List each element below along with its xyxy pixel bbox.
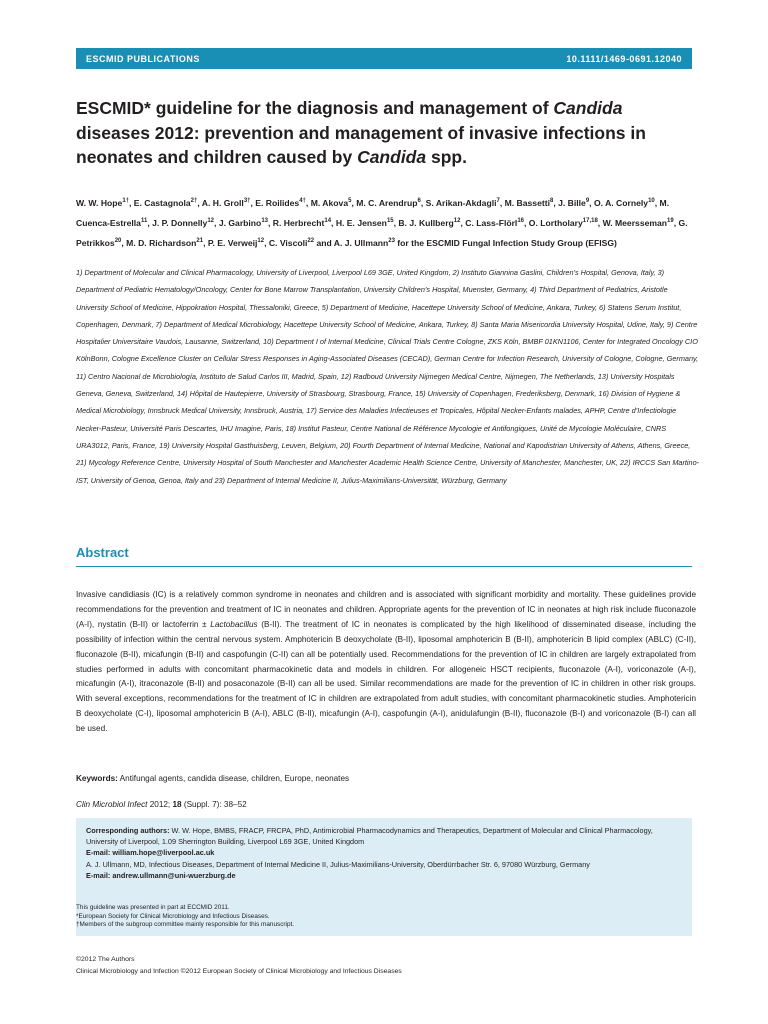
author-affiliation-mark: 5 xyxy=(348,198,352,204)
author-name: C. Viscoli xyxy=(268,238,308,249)
journal-header-bar xyxy=(76,48,692,69)
author-separator: , xyxy=(393,218,399,229)
keywords-text: Antifungal agents, candida disease, children, Europe, neonates xyxy=(117,774,350,783)
author-list xyxy=(76,192,700,252)
author-separator: , xyxy=(129,197,134,208)
corresponding-email-2 xyxy=(86,870,682,881)
author-affiliation-mark: 20 xyxy=(114,238,122,245)
corresponding-author-1 xyxy=(86,825,682,847)
keywords-label: Keywords: xyxy=(76,774,118,783)
footnotes xyxy=(76,904,676,930)
author-affiliation-mark: 16 xyxy=(517,218,525,225)
author-affiliation-mark: 12 xyxy=(257,238,265,245)
author-separator: , xyxy=(673,218,679,229)
author-name: J. P. Donnelly xyxy=(152,218,208,229)
author-name: R. Herbrecht xyxy=(272,218,325,229)
author-separator: , xyxy=(264,238,269,249)
abstract-text xyxy=(76,588,696,737)
author-name: M. C. Arendrup xyxy=(356,197,418,208)
author-name: W. W. Hope xyxy=(76,197,123,208)
author-affiliation-mark: 19 xyxy=(667,218,674,225)
author-affiliation-mark: 21 xyxy=(196,238,204,245)
author-separator: , xyxy=(250,197,256,208)
author-name: O. Lortholary xyxy=(528,218,583,229)
author-affiliation-mark: 11 xyxy=(140,218,148,225)
corresponding-author-1-text: W. W. Hope, BMBS, FRACP, FRCPA, PhD, Antimicrobial Pharmacodynamics and Therapeutics, Department of Molecular and Clinical Pharmacology, University of Liverpool, 1.09 Sherrington Building, Liverpool L69 3GE, United Kingdom xyxy=(86,826,653,847)
abstract-heading: Abstract xyxy=(76,545,129,560)
author-affiliation-mark: 15 xyxy=(386,218,394,225)
author-separator: , xyxy=(268,218,273,229)
doi-label: 10.1111/1469-0691.12040 xyxy=(566,53,682,64)
title-part-1: ESCMID* guideline for the diagnosis and management of xyxy=(76,98,554,118)
author-separator: , xyxy=(305,197,311,208)
author-affiliation-mark: 12 xyxy=(453,218,461,225)
footnote-1: This guideline was presented in part at ECCMID 2011. xyxy=(76,904,230,911)
author-separator: , xyxy=(331,218,336,229)
author-separator: , xyxy=(589,197,594,208)
author-affiliation-mark: 13 xyxy=(261,218,268,225)
citation-pages: (Suppl. 7): 38–52 xyxy=(181,800,247,809)
author-name: J. Bille xyxy=(558,197,586,208)
author-separator: , xyxy=(121,238,127,249)
affiliations: 1) Department of Molecular and Clinical Pharmacology, University of Liverpool, Liverpool L69 3GE, United Kingdom, 2) Instituto Giannina Gaslini, Children’s Hospital, Genova, Italy, 3) Department of Pediatric Hematology/Oncology, Center for Bone Marrow Transplantation, University Children’s Hospital, Muenster, Germany, 4) Third Department of Pediatrics, Aristotle University School of Medicine, Hippokration Hospital, Thessaloniki, Greece, 5) Department of Medicine, Hacettepe University School of Medicine, Ankara, Turkey, 6) Statens Serum Institut, Copenhagen, Denmark, 7) Department of Medical Microbiology, Hacettepe University School of Medicine, Ankara, Turkey, 8) Santa Maria Misericordia University Hospital, Udine, Italy, 9) Centre Hospitalier Universitaire Vaudois, Lausanne, Switzerland, 10) Department I of Internal Medicine, Clinical Trials Centre Cologne, ZKS Köln, BMBF 01KN1106, Center for Integrated Oncology CIO KölnBonn, Cologne Excellence Cluster on Cellular Stress Responses in Aging-Associated Diseases (CECAD), German Centre for Infection Research, University of Cologne, Cologne, Germany, 11) Centro Nacional de Microbiología, Instituto de Salud Carlos III, Madrid, Spain, 12) Radboud University Nijmegen Medical Centre, Nijmegen, The Netherlands, 13) University Hospitals Geneva, Geneva, Switzerland, 14) Hôpital de Hautepierre, University of Strasbourg, Strasbourg, France, 15) University of Copenhagen, Frederiksberg, Denmark, 16) Division of Hygiene & Medical Microbiology, Innsbruck Medical University, Innsbruck, Austria, 17) Service des Maladies Infectieuses et Tropicales, Hôpital Necker-Enfants malades, APHP, Centre d’Infectiologie Necker-Pasteur, Université Paris Descartes, IHU Imagine, Paris, 18) Institut Pasteur, Centre National de Référence Mycologie et Antifongiques, Unité de Mycologie Moléculaire, CNRS URA3012, Paris, France, 19) University Hospital Gasthuisberg, Leuven, Belgium, 20) Fourth Department of Internal Medicine, National and Kapodistrian University of Athens, Athens, Greece, 21) Mycology Reference Centre, University Hospital of South Manchester and Manchester Academic Health Science Centre, University of Manchester, Manchester, UK, 22) IRCCS San Martino-IST, University of Genoa, Genoa, Italy and 23) Department of Internal Medicine II, Julius-Maximilians-Universität, Würzburg, Germany xyxy=(76,268,700,485)
author-name: A. H. Groll xyxy=(201,197,244,208)
author-name: E. Castagnola xyxy=(133,197,191,208)
author-separator: , xyxy=(147,218,153,229)
author-separator: and xyxy=(314,238,334,249)
author-name: M. D. Richardson xyxy=(126,238,197,249)
section-label: ESCMID PUBLICATIONS xyxy=(86,53,200,64)
page-footer xyxy=(76,954,692,978)
author-separator: , xyxy=(214,218,219,229)
author-name: B. J. Kullberg xyxy=(398,218,454,229)
author-name: C. Lass-Flörl xyxy=(465,218,518,229)
author-name: H. E. Jensen xyxy=(335,218,387,229)
author-affiliation-mark: 12 xyxy=(207,218,215,225)
author-affiliation-mark: 8 xyxy=(549,198,554,204)
citation-year: 2012; xyxy=(147,800,173,809)
author-affiliation-mark: 14 xyxy=(324,218,332,225)
author-affiliation-mark: 1† xyxy=(122,198,129,204)
author-separator: , xyxy=(460,218,466,229)
citation-journal: Clin Microbiol Infect xyxy=(76,800,148,809)
author-affiliation-mark: 9 xyxy=(585,198,590,204)
corresponding-label: Corresponding authors: xyxy=(86,826,170,835)
author-separator: for the ESCMID Fungal Infection Study Group (EFISG) xyxy=(394,238,617,249)
author-separator: , xyxy=(654,197,660,208)
author-name: O. A. Cornely xyxy=(593,197,649,208)
author-separator: , xyxy=(197,197,202,208)
citation xyxy=(76,798,692,811)
author-name: M. Bassetti xyxy=(504,197,550,208)
author-name: M. Akova xyxy=(310,197,349,208)
author-separator: , xyxy=(499,197,505,208)
abstract-text-2: (B-II). The treatment of IC in neonates is complicated by the high likelihood of disseminated disease, including the possibility of infection within the central nervous system. Amphotericin B deoxycholate (B-II), liposomal amphotericin B (B-II), amphotericin B lipid complex (ABLC) (C-II), fluconazole (B-II), micafungin (B-II) and caspofungin (C-II) can all be potentially used. Recommendations for the prevention of IC in children are largely extrapolated from studies performed in adults with concomitant pharmacokinetic data and models in children. For allogeneic HSCT recipients, fluconazole (A-I), voriconazole (A-I), micafungin (A-I), itraconazole (B-II) and posaconazole (B-II) can all be used. Similar recommendations are made for the prevention of IC in children in other risk groups. With several exceptions, recommendations for the treatment of IC in children are extrapolated from adult studies, with concomitant pharmacokinetic studies. Amphotericin B deoxycholate (C-I), liposomal amphotericin B (A-I), ABLC (B-II), micafungin (A-I), caspofungin (A-I), anidulafungin (B-II), fluconazole (B-I) and voriconazole (B-I) can all be used. xyxy=(76,619,697,734)
keywords xyxy=(76,772,692,785)
author-separator: , xyxy=(524,218,529,229)
author-separator: , xyxy=(420,197,426,208)
email-2-text: E-mail: andrew.ullmann@uni-wuerzburg.de xyxy=(86,870,236,880)
title-part-2: diseases 2012: prevention and management of invasive infections in neonates and children caused by xyxy=(76,122,646,167)
abstract-text-1: Invasive candidiasis (IC) is a relatively common syndrome in neonates and children and is associated with significant morbidity and mortality. These guidelines provide recommendations for the prevention and treatment of IC in neonates and children. Appropriate agents for the prevention of IC in neonates at high risk include fluconazole (A-I), nystatin (B-II) or lactoferrin ± xyxy=(76,590,696,629)
author-separator: , xyxy=(597,218,603,229)
author-affiliation-mark: 6 xyxy=(417,198,421,204)
title-italic-1: Candida xyxy=(553,98,623,118)
author-affiliation-mark: 4† xyxy=(299,198,306,204)
author-affiliation-mark: 3† xyxy=(243,198,251,204)
author-name: G. Petrikkos xyxy=(76,218,688,249)
author-separator: , xyxy=(553,197,559,208)
author-affiliation-mark: 22 xyxy=(307,238,315,245)
title-part-3: spp. xyxy=(426,147,467,167)
author-name: J. Garbino xyxy=(218,218,262,229)
footnote-3: †Members of the subgroup committee mainly responsible for this manuscript. xyxy=(76,921,295,929)
title-italic-2: Candida xyxy=(357,147,427,167)
abstract-italic: Lactobacillus xyxy=(210,619,258,629)
abstract-divider xyxy=(76,566,692,567)
footer-copyright: ©2012 The Authors xyxy=(76,956,135,963)
corresponding-author-2: A. J. Ullmann, MD, Infectious Diseases, Department of Internal Medicine II, Julius-Maximilians-University, Oberdürrbacher Str. 6, 97080 Würzburg, Germany xyxy=(86,859,590,869)
author-name: W. Meersseman xyxy=(602,218,668,229)
email-1-text: E-mail: william.hope@liverpool.ac.uk xyxy=(86,848,215,858)
citation-volume: 18 xyxy=(172,800,182,809)
author-affiliation-mark: 17,18 xyxy=(582,218,598,225)
author-name: S. Arikan-Akdagli xyxy=(425,197,497,208)
author-name: A. J. Ullmann xyxy=(333,238,389,249)
article-title xyxy=(76,96,696,170)
footnote-2: *European Society for Clinical Microbiology and Infectious Diseases. xyxy=(76,912,270,920)
author-affiliation-mark: 7 xyxy=(496,198,500,204)
author-affiliation-mark: 23 xyxy=(388,238,395,245)
author-name: E. Roilides xyxy=(255,197,300,208)
author-name: M. Cuenca-Estrella xyxy=(76,197,670,229)
author-affiliation-mark: 2† xyxy=(190,198,198,204)
author-separator: , xyxy=(203,238,208,249)
author-separator: , xyxy=(351,197,357,208)
footer-journal: Clinical Microbiology and Infection ©2012 European Society of Clinical Microbiology and Infectious Diseases xyxy=(76,968,402,975)
author-affiliation-mark: 10 xyxy=(648,198,655,204)
author-name: P. E. Verweij xyxy=(207,238,258,249)
corresponding-email-1 xyxy=(86,847,682,858)
